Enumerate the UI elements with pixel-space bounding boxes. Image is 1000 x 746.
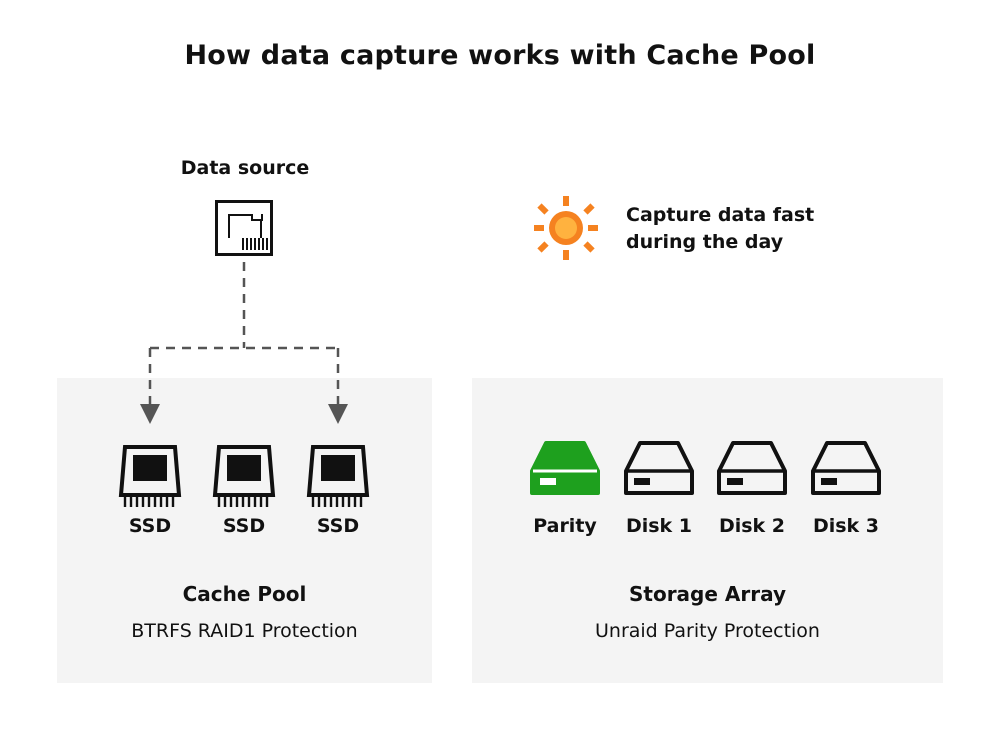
device-label: SSD: [128, 515, 172, 537]
hdd-icon: [715, 437, 789, 499]
sun-icon: [534, 196, 598, 260]
storage-array-title: Storage Array: [628, 582, 787, 606]
daytime-caption-line1: Capture data fast: [626, 204, 815, 226]
storage-array-subtitle: Unraid Parity Protection: [595, 620, 820, 642]
page-title: How data capture works with Cache Pool: [184, 40, 816, 71]
ethernet-port-icon: [215, 200, 273, 256]
device-label: Disk 1: [625, 515, 693, 537]
hdd-icon: [809, 437, 883, 499]
device-label: Disk 2: [718, 515, 786, 537]
device-label: SSD: [222, 515, 266, 537]
hdd-icon: [622, 437, 696, 499]
daytime-caption: [626, 202, 956, 256]
cache-pool-subtitle: BTRFS RAID1 Protection: [131, 620, 358, 642]
ssd-icon: [117, 437, 183, 509]
cache-pool-title: Cache Pool: [182, 582, 307, 606]
ssd-icon: [211, 437, 277, 509]
device-label: Parity: [533, 515, 597, 537]
hdd-icon: [528, 437, 602, 499]
data-source-label: Data source: [180, 157, 310, 179]
device-label: SSD: [316, 515, 360, 537]
device-label: Disk 3: [812, 515, 880, 537]
ssd-icon: [305, 437, 371, 509]
daytime-caption-line2: during the day: [626, 231, 784, 253]
